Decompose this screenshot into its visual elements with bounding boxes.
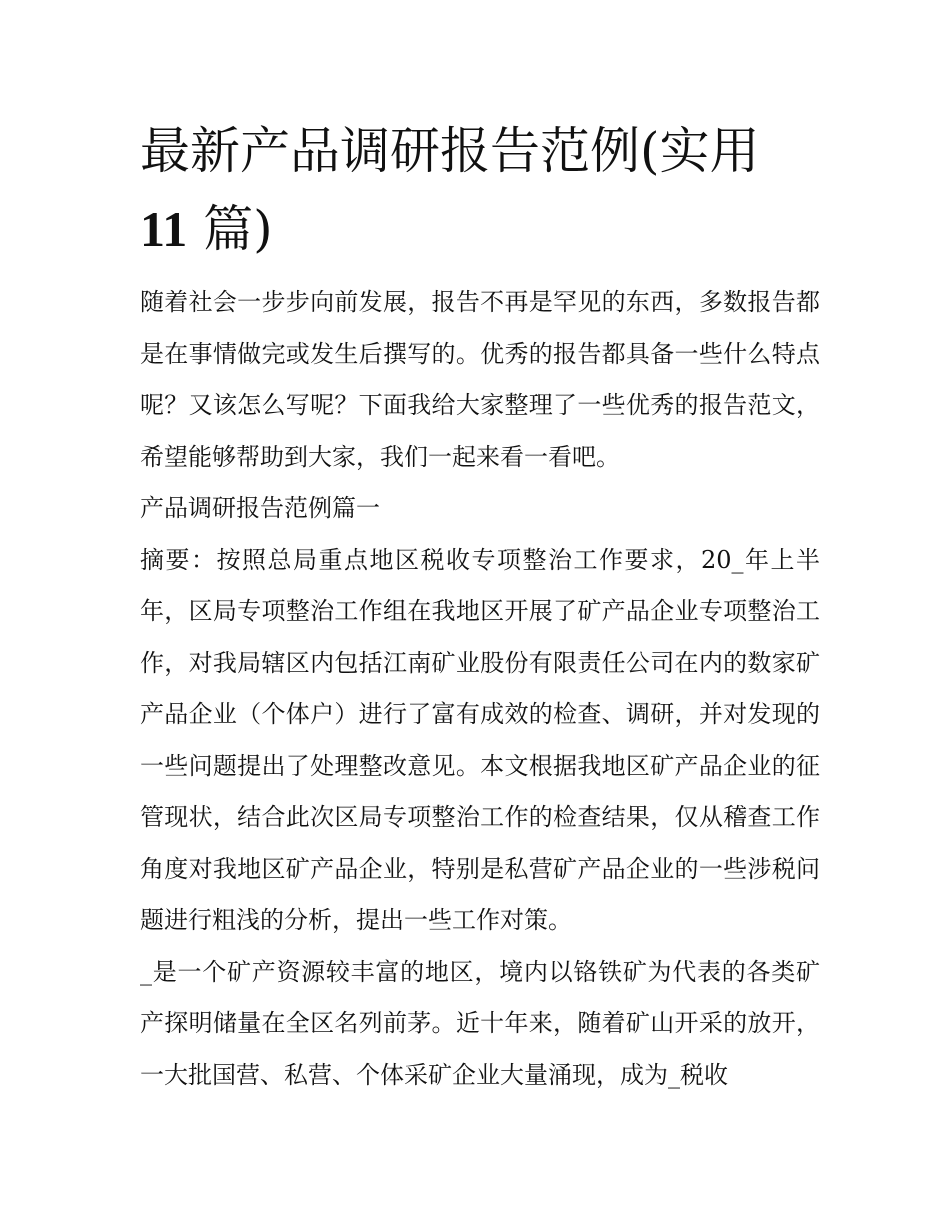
intro-paragraph: 随着社会一步步向前发展，报告不再是罕见的东西，多数报告都是在事情做完或发生后撰写的。优秀的报告都具备一些什么特点呢？又该怎么写呢？下面我给大家整理了一些优秀的报告范文，希望能够帮助到大家，我们一起来看一看吧。 (140, 288, 820, 471)
document-body (140, 277, 820, 1101)
title-text: 最新产品调研报告范例(实用 (140, 122, 760, 180)
title-number: 11 (140, 201, 188, 257)
section-heading: 产品调研报告范例篇一 (140, 494, 380, 522)
body-paragraph: _是一个矿产资源较丰富的地区，境内以铬铁矿为代表的各类矿产探明储量在全区名列前茅。近十年来，随着矿山开采的放开，一大批国营、私营、个体采矿企业大量涌现，成为_税收 (140, 957, 820, 1089)
title-text-end: 篇) (203, 200, 273, 258)
abstract-paragraph: 摘要：按照总局重点地区税收专项整治工作要求，20_年上半年，区局专项整治工作组在我地区开展了矿产品企业专项整治工作，对我局辖区内包括江南矿业股份有限责任公司在内的数家矿产品企业（个体户）进行了富有成效的检查、调研，并对发现的一些问题提出了处理整改意见。本文根据我地区矿产品企业的征管现状，结合此次区局专项整治工作的检查结果，仅从稽查工作角度对我地区矿产品企业，特别是私营矿产品企业的一些涉税问题进行粗浅的分析，提出一些工作对策。 (140, 545, 820, 934)
document-title (140, 112, 820, 268)
